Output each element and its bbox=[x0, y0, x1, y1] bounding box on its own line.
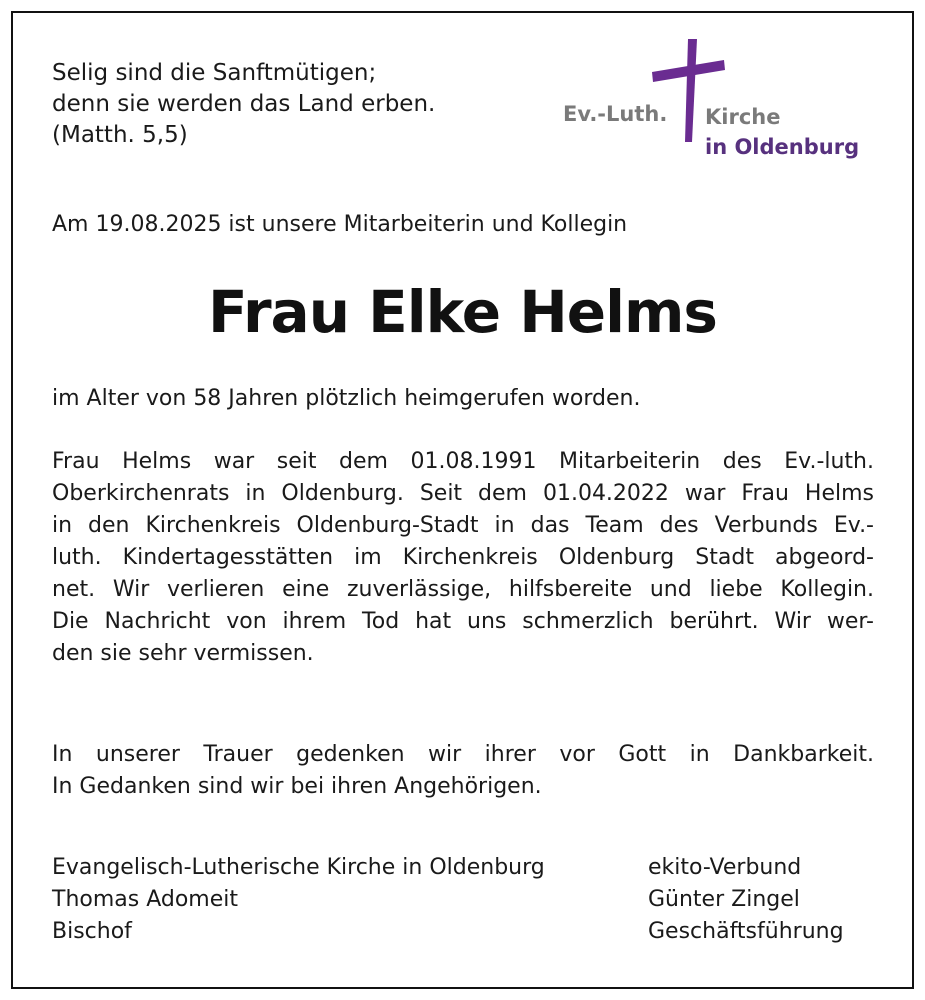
logo-text-oldenburg: in Oldenburg bbox=[705, 135, 860, 159]
age-line: im Alter von 58 Jahren plötzlich heimgerufen worden. bbox=[52, 386, 641, 411]
verse-line-2: denn sie werden das Land erben. bbox=[52, 91, 436, 117]
bible-verse bbox=[52, 58, 435, 151]
paragraph-line: Frau Helms war seit dem 01.08.1991 Mitarbeiterin des Ev.-luth. bbox=[52, 449, 874, 474]
paragraph-line: den sie sehr vermissen. bbox=[52, 641, 314, 666]
signature-person: Günter Zingel bbox=[648, 887, 800, 912]
intro-line: Am 19.08.2025 ist unsere Mitarbeiterin und Kollegin bbox=[52, 212, 628, 237]
paragraph-line: net. Wir verlieren eine zuverlässige, hilfsbereite und liebe Kollegin. bbox=[52, 577, 874, 602]
signature-person: Thomas Adomeit bbox=[52, 887, 239, 912]
paragraph-line: In unserer Trauer gedenken wir ihrer vor Gott in Dankbarkeit. bbox=[52, 742, 874, 767]
logo-text-right bbox=[705, 102, 859, 162]
paragraph-line: luth. Kindertagesstätten im Kirchenkreis Oldenburg Stadt abgeord- bbox=[52, 545, 874, 570]
logo-text-left: Ev.-Luth. bbox=[563, 102, 668, 126]
logo-text-kirche: Kirche bbox=[705, 105, 781, 129]
signature-org: ekito-Verbund bbox=[648, 855, 802, 880]
paragraph-line: Oberkirchenrats in Oldenburg. Seit dem 01.04.2022 war Frau Helms bbox=[52, 481, 874, 506]
signature-org: Evangelisch-Lutherische Kirche in Oldenburg bbox=[52, 855, 545, 880]
verse-line-1: Selig sind die Sanftmütigen; bbox=[52, 60, 377, 86]
paragraph-career bbox=[52, 446, 874, 670]
paragraph-line: In Gedanken sind wir bei ihren Angehörigen. bbox=[52, 774, 542, 799]
signature-left bbox=[52, 852, 545, 948]
church-logo bbox=[560, 36, 890, 176]
verse-reference: (Matth. 5,5) bbox=[52, 122, 188, 148]
signature-right bbox=[648, 852, 844, 948]
paragraph-line: Die Nachricht von ihrem Tod hat uns schmerzlich berührt. Wir wer- bbox=[52, 609, 874, 634]
signature-role: Bischof bbox=[52, 919, 132, 944]
signature-role: Geschäftsführung bbox=[648, 919, 844, 944]
paragraph-line: in den Kirchenkreis Oldenburg-Stadt in das Team des Verbunds Ev.- bbox=[52, 513, 874, 538]
paragraph-mourning bbox=[52, 739, 874, 803]
deceased-name: Frau Elke Helms bbox=[208, 278, 717, 346]
